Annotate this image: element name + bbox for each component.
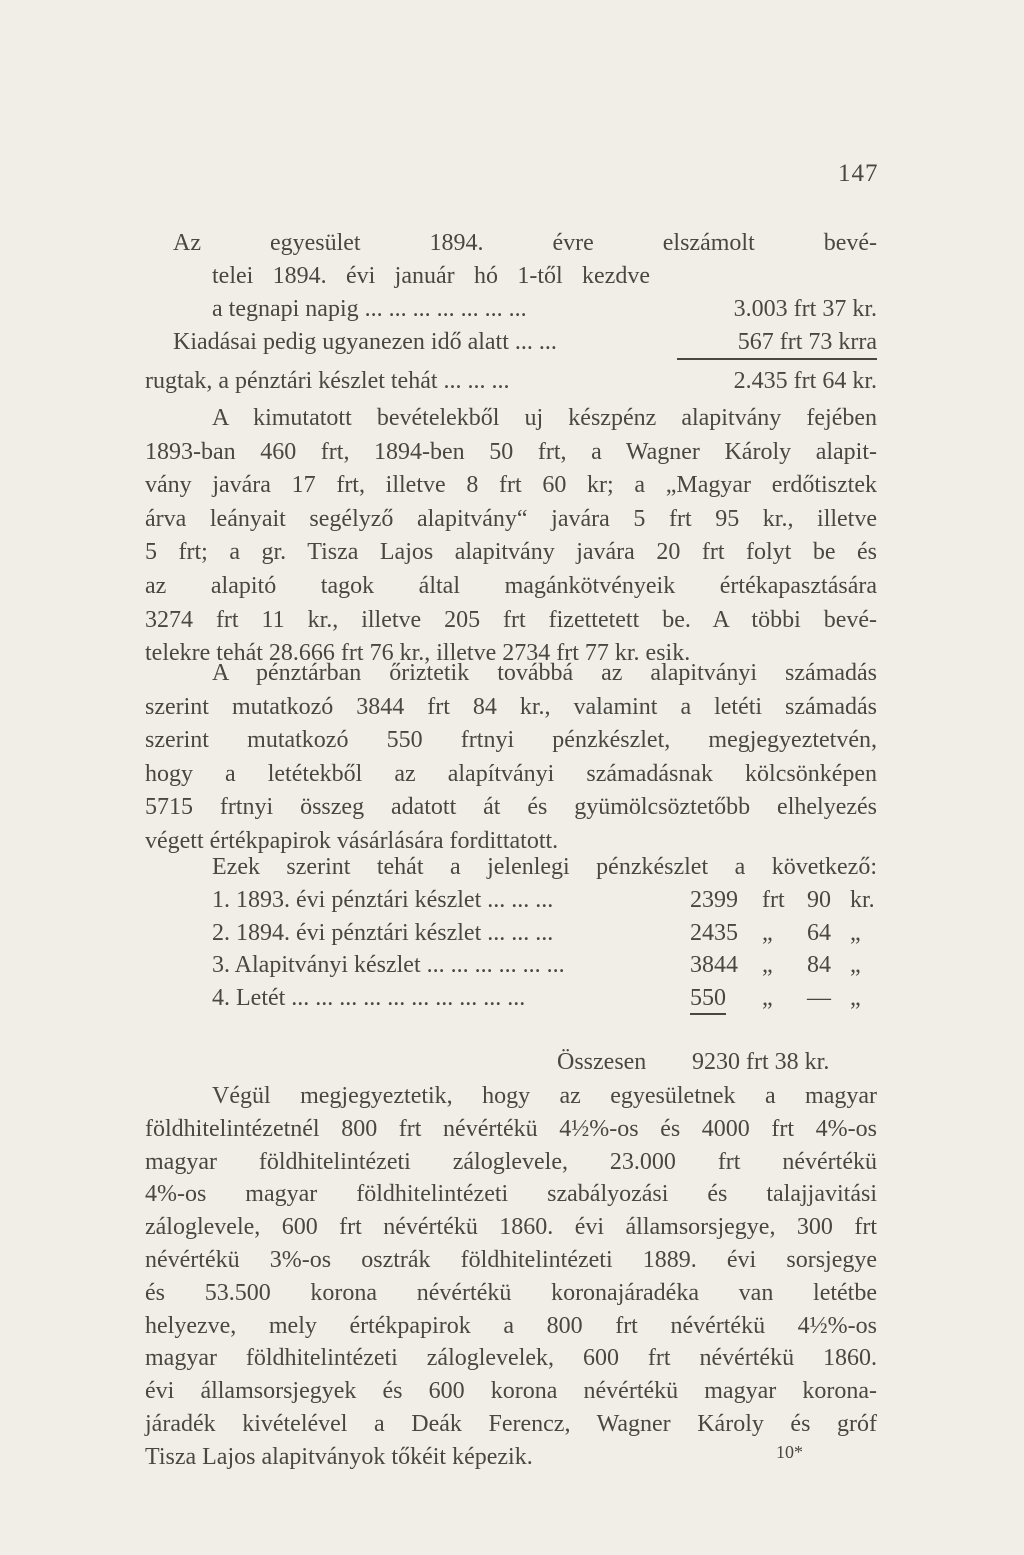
- p2-line: végett értékpapirok vásárlására fordittatott.: [145, 828, 559, 854]
- p2-line: szerint mutatkozó 3844 frt 84 kr., valamint a letéti számadás: [145, 693, 877, 720]
- p3-line: járadék kivételével a Deák Ferencz, Wagner Károly és gróf: [145, 1411, 877, 1437]
- holdings-kr-unit: kr.: [850, 887, 875, 913]
- summary-line-5-label: rugtak, a pénztári készlet tehát ... ... ...: [145, 368, 510, 394]
- holdings-label: 4. Letét ... ... ... ... ... ... ... ... ... ...: [212, 984, 526, 1011]
- p1-line: árva leányait segélyző alapitvány“ javára 5 frt 95 kr., illetve: [145, 505, 877, 532]
- holdings-kr-unit: „: [850, 952, 861, 978]
- holdings-frt: 2435: [690, 919, 738, 946]
- summary-line-5: [145, 366, 877, 396]
- holdings-unit: „: [762, 919, 773, 946]
- p3-line: földhitelintézetnél 800 frt névértékü 4½%-os és 4000 frt 4%-os: [145, 1115, 877, 1142]
- p3-line: névértékü 3%-os osztrák földhitelintézeti 1889. évi sorsjegye: [145, 1247, 877, 1273]
- p3-line: évi államsorsjegyek és 600 korona névértékü magyar korona-: [145, 1378, 877, 1405]
- holdings-frt: 550: [690, 983, 726, 1015]
- p1-line: A kimutatott bevételekből uj készpénz alapitvány fejében: [212, 405, 877, 431]
- p1-line: telekre tehát 28.666 frt 76 kr., illetve 2734 frt 77 kr. esik.: [145, 640, 691, 667]
- p1-line: 5 frt; a gr. Tisza Lajos alapitvány javára 20 frt folyt be és: [145, 539, 877, 566]
- holdings-frt: 2399: [690, 887, 738, 913]
- summary-line-3-amount: 3.003 frt 37 kr.: [733, 296, 877, 322]
- holdings-unit: „: [762, 984, 773, 1011]
- holdings-kr: 64: [807, 919, 831, 946]
- p3-line: magyar földhitelintézeti záloglevele, 23.000 frt névértékü: [145, 1148, 877, 1175]
- p3-line: helyezve, mely értékpapirok a 800 frt névértékü 4½%-os: [145, 1312, 877, 1339]
- p2-line: A pénztárban őriztetik továbbá az alapitványi számadás: [212, 660, 877, 686]
- list-intro: Ezek szerint tehát a jelenlegi pénzkészlet a következő:: [212, 854, 877, 880]
- holdings-label: 3. Alapitványi készlet ... ... ... ... ... ...: [212, 952, 565, 978]
- p3-line: záloglevele, 600 frt névértékü 1860. évi államsorsjegye, 300 frt: [145, 1214, 877, 1241]
- holdings-label: 1. 1893. évi pénztári készlet ... ... ...: [212, 887, 554, 913]
- p3-line: Végül megjegyeztetik, hogy az egyesületnek a magyar: [212, 1083, 877, 1109]
- total-label: Összesen: [557, 1049, 647, 1075]
- p3-line: magyar földhitelintézeti záloglevelek, 600 frt névértékü 1860.: [145, 1345, 877, 1372]
- p1-line: 3274 frt 11 kr., illetve 205 frt fizettetett be. A többi bevé-: [145, 606, 877, 633]
- holdings-unit: „: [762, 952, 773, 978]
- holdings-kr: 90: [807, 887, 831, 913]
- p3-line: 4%-os magyar földhitelintézeti szabályozási és talajjavitási: [145, 1181, 877, 1208]
- p3-line: és 53.500 korona névértékü koronajáradéka van letétbe: [145, 1279, 877, 1306]
- holdings-frt: 3844: [690, 952, 738, 978]
- page-number: 147: [838, 160, 879, 187]
- holdings-unit: frt: [762, 887, 785, 913]
- p1-line: az alapitó tagok által magánkötvényeik értékapasztására: [145, 573, 877, 599]
- summary-line-4: [173, 327, 877, 360]
- summary-line-4-label: Kiadásai pedig ugyanezen idő alatt ... ...: [173, 329, 557, 355]
- total-amount: 9230 frt 38 kr.: [692, 1049, 830, 1075]
- summary-line-2: telei 1894. évi január hó 1-től kezdve: [212, 263, 650, 289]
- summary-line-3: [212, 294, 877, 324]
- p3-line: Tisza Lajos alapitványok tőkéit képezik.: [145, 1443, 533, 1470]
- holdings-kr-unit: „: [850, 919, 861, 946]
- summary-line-3-label: a tegnapi napig ... ... ... ... ... ... ...: [212, 296, 527, 322]
- summary-line-1: Az egyesület 1894. évre elszámolt bevé-: [173, 230, 877, 256]
- p1-line: vány javára 17 frt, illetve 8 frt 60 kr; a „Magyar erdőtisztek: [145, 472, 877, 499]
- summary-line-4-amount: 567 frt 73 krra: [677, 327, 877, 360]
- holdings-kr-unit: „: [850, 984, 861, 1011]
- holdings-kr: —: [807, 984, 831, 1011]
- p2-line: hogy a letétekből az alapítványi számadásnak kölcsönképen: [145, 760, 877, 787]
- holdings-kr: 84: [807, 952, 831, 978]
- summary-line-5-amount: 2.435 frt 64 kr.: [733, 368, 877, 394]
- signature-mark: 10*: [776, 1442, 803, 1462]
- p2-line: 5715 frtnyi összeg adatott át és gyümölcsöztetőbb elhelyezés: [145, 794, 877, 821]
- holdings-label: 2. 1894. évi pénztári készlet ... ... ...: [212, 919, 554, 946]
- p2-line: szerint mutatkozó 550 frtnyi pénzkészlet, megjegyeztetvén,: [145, 727, 877, 754]
- p1-line: 1893-ban 460 frt, 1894-ben 50 frt, a Wagner Károly alapit-: [145, 438, 877, 465]
